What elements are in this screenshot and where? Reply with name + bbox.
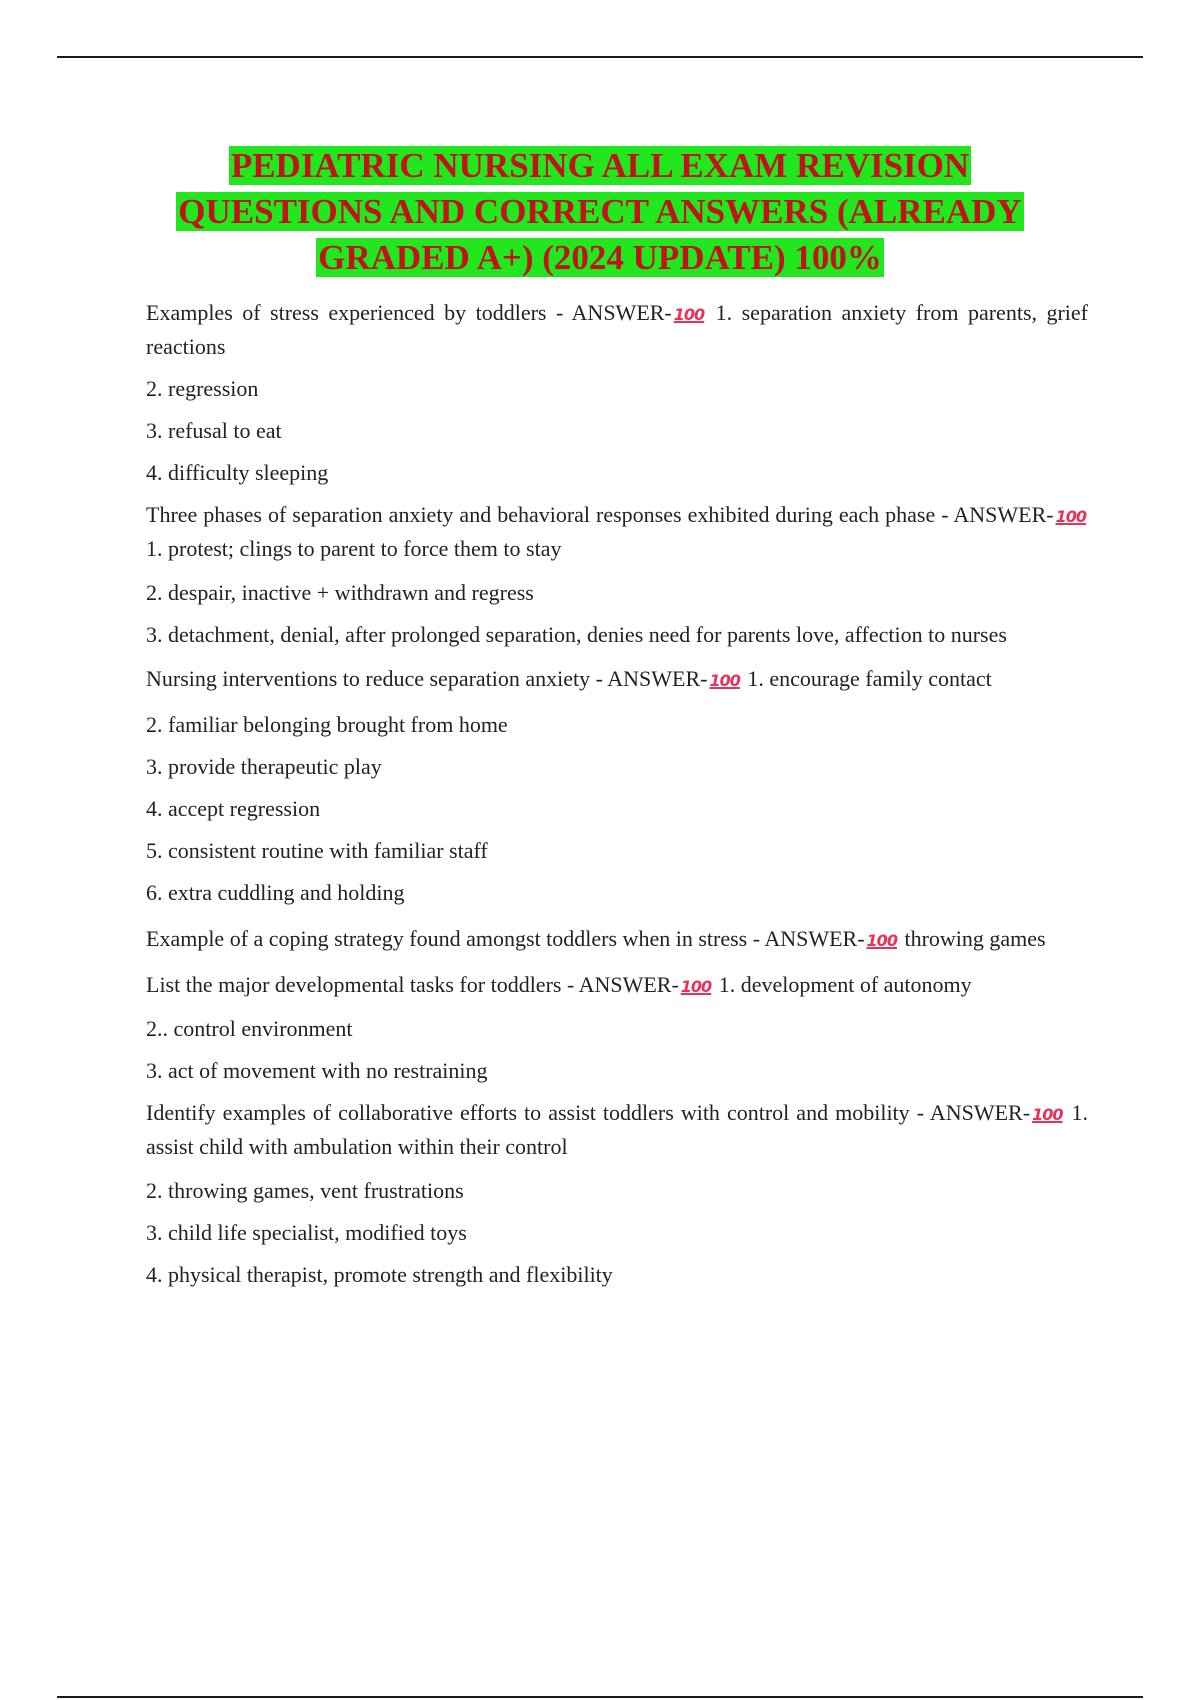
question-text: Identify examples of collaborative efforts to assist toddlers with control and mobility - ANSWER-: [146, 1100, 1031, 1125]
answer-text: throwing games: [898, 926, 1046, 951]
hundred-points-icon: 100: [1055, 507, 1086, 526]
footer-rule: [57, 1696, 1143, 1698]
answer-list-item: 2. familiar belonging brought from home: [146, 712, 508, 737]
question-text: List the major developmental tasks for toddlers - ANSWER-: [146, 972, 679, 997]
qa-item: [146, 969, 1088, 1003]
hundred-points-icon: 100: [866, 931, 897, 950]
hundred-points-icon: 100: [709, 671, 740, 690]
question-text: Example of a coping strategy found amongst toddlers when in stress - ANSWER-: [146, 926, 865, 951]
answer-list-item: 2. throwing games, vent frustrations: [146, 1178, 464, 1203]
question-text: Three phases of separation anxiety and behavioral responses exhibited during each phase - ANSWER-: [146, 502, 1054, 527]
title-line-2: QUESTIONS AND CORRECT ANSWERS (ALREADY: [178, 192, 1022, 231]
answer-list-item: 6. extra cuddling and holding: [146, 880, 405, 905]
answer-list-item: 2. despair, inactive + withdrawn and regress: [146, 580, 534, 605]
answer-list-item: 3. detachment, denial, after prolonged separation, denies need for parents love, affection to nurses: [146, 622, 1007, 647]
title-line-3: GRADED A+) (2024 UPDATE) 100%: [318, 238, 882, 277]
question-text: Nursing interventions to reduce separation anxiety - ANSWER-: [146, 666, 708, 691]
title-line-1: PEDIATRIC NURSING ALL EXAM REVISION: [230, 146, 970, 185]
answer-list-item: 2. regression: [146, 376, 259, 401]
answer-list-item: 4. difficulty sleeping: [146, 460, 329, 485]
qa-item: [146, 923, 1088, 957]
answer-text: 1. encourage family contact: [741, 666, 992, 691]
qa-item: [146, 499, 1088, 565]
answer-text: 1. assist child with ambulation within their control: [146, 1100, 1088, 1159]
answer-list-item: 5. consistent routine with familiar staff: [146, 838, 488, 863]
qa-item: [146, 663, 1088, 697]
hundred-points-icon: 100: [680, 977, 712, 996]
document-title: [100, 143, 1100, 281]
answer-list-item: 3. refusal to eat: [146, 418, 282, 443]
answer-list-item: 3. act of movement with no restraining: [146, 1058, 488, 1083]
answer-text: 1. separation anxiety from parents, grief reactions: [146, 300, 1089, 359]
answer-list-item: 2.. control environment: [146, 1016, 353, 1041]
answer-text: 1. protest; clings to parent to force them to stay: [146, 536, 562, 561]
header-rule: [57, 56, 1143, 58]
answer-list-item: 3. child life specialist, modified toys: [146, 1220, 467, 1245]
document-body: [146, 297, 1088, 1301]
hundred-points-icon: 100: [1032, 1105, 1063, 1124]
qa-item: [146, 1097, 1088, 1163]
answer-list-item: 4. accept regression: [146, 796, 321, 821]
hundred-points-icon: 100: [673, 305, 705, 324]
answer-list-item: 3. provide therapeutic play: [146, 754, 382, 779]
qa-item: [146, 297, 1088, 363]
answer-list-item: 4. physical therapist, promote strength and flexibility: [146, 1262, 613, 1287]
question-text: Examples of stress experienced by toddlers - ANSWER-: [146, 300, 672, 325]
answer-text: 1. development of autonomy: [713, 972, 972, 997]
